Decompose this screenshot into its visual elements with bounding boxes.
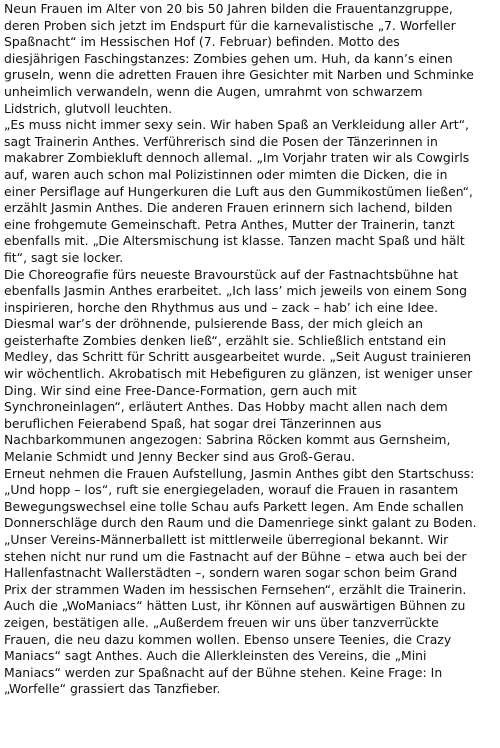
text-line: stehen nicht nur rund um die Fastnacht auf der Bühne – etwa auch bei der xyxy=(4,548,467,564)
text-line: Lidstrich, glutvoll leuchten. xyxy=(4,100,173,116)
paragraph-mens-ballet xyxy=(4,532,496,698)
paragraph-performance xyxy=(4,466,496,532)
text-line: Bewegungswechsel eine tolle Schau aufs Parkett legen. Am Ende schallen xyxy=(4,498,464,514)
text-line: diesjährigen Faschingstanzes: Zombies gehen um. Huh, da kann’s einen xyxy=(4,50,453,66)
text-line: wir wöchentlich. Akrobatisch mit Hebefiguren zu glänzen, ist weniger unser xyxy=(4,366,473,382)
text-line: Diesmal war’s der dröhnende, pulsierende Bass, der mich gleich an xyxy=(4,316,423,332)
text-line: sagt Trainerin Anthes. Verführerisch sind die Posen der Tänzerinnen in xyxy=(4,133,438,149)
text-line: Die Choreografie fürs neueste Bravourstück auf der Fastnachtsbühne hat xyxy=(4,266,459,282)
text-line: Neun Frauen im Alter von 20 bis 50 Jahren bilden die Frauentanzgruppe, xyxy=(4,1,453,16)
text-line: Synchroneinlagen“, erläutert Anthes. Das Hobby macht allen nach dem xyxy=(4,399,448,415)
text-line: fit“, sagt sie locker. xyxy=(4,249,124,265)
text-line: ebenfalls Jasmin Anthes erarbeitet. „Ich lass’ mich jeweils von einem Song xyxy=(4,283,467,299)
text-line: Donnerschläge durch den Raum und die Damenriege sinkt galant zu Boden. xyxy=(4,515,477,531)
text-line: Melanie Schmidt und Jenny Becker sind aus Groß-Gerau. xyxy=(4,449,356,465)
text-line: Frauen, die neu dazu kommen wollen. Ebenso unsere Teenies, die Crazy xyxy=(4,631,452,647)
text-line: „Und hopp – los“, ruft sie energiegeladen, worauf die Frauen in rasantem xyxy=(4,482,459,498)
text-line: gruseln, wenn die adretten Frauen ihre Gesichter mit Narben und Schminke xyxy=(4,67,474,83)
text-line: Nachbarkommunen angezogen: Sabrina Röcken kommt aus Gernsheim, xyxy=(4,432,451,448)
text-line: erzählt Jasmin Anthes. Die anderen Frauen erinnern sich lachend, bilden xyxy=(4,200,453,216)
text-line: Spaßnacht“ im Hessischen Hof (7. Februar) befinden. Motto des xyxy=(4,34,400,50)
text-line: Maniacs“ werden zur Spaßnacht auf der Bühne stehen. Keine Frage: In xyxy=(4,664,443,680)
text-line: Maniacs“ sagt Anthes. Auch die Allerkleinsten des Vereins, die „Mini xyxy=(4,648,427,664)
text-line: Prix der strammen Waden im hessischen Fernsehen“, erzählt die Trainerin. xyxy=(4,581,467,597)
text-line: deren Proben sich jetzt im Endspurt für die karnevalistische „7. Worfeller xyxy=(4,17,456,33)
text-line: zeigen, bestätigen alle. „Außerdem freuen wir uns über tanzverrückte xyxy=(4,614,439,630)
text-line: „Es muss nicht immer sexy sein. Wir haben Spaß an Verkleidung aller Art“, xyxy=(4,117,469,133)
text-line: Ding. Wir sind eine Free-Dance-Formation, gern auch mit xyxy=(4,382,357,398)
text-line: makabrer Zombiekluft dennoch allemal. „Im Vorjahr traten wir als Cowgirls xyxy=(4,150,470,166)
text-line: Medley, das Schritt für Schritt ausgearbeitet wurde. „Seit August trainieren xyxy=(4,349,472,365)
paragraph-intro xyxy=(4,1,496,117)
paragraph-choreography xyxy=(4,267,496,466)
text-line: Erneut nehmen die Frauen Aufstellung, Jasmin Anthes gibt den Startschuss: xyxy=(4,465,475,481)
text-line: einer Persiflage auf Hungerkuren die Luft aus den Gummikostümen ließen“, xyxy=(4,183,473,199)
text-line: auf, waren auch schon mal Polizistinnen oder mimten die Dicken, die in xyxy=(4,166,448,182)
text-line: beruflichen Feierabend Spaß, hat sogar drei Tänzerinnen aus xyxy=(4,415,382,431)
paragraph-trainer-quote xyxy=(4,117,496,266)
text-line: Hallenfastnacht Wallerstädten –, sondern waren sogar schon beim Grand xyxy=(4,565,458,581)
text-line: geisterhafte Zombies denken ließ“, erzählt sie. Schließlich entstand ein xyxy=(4,332,447,348)
text-line: „Worfelle“ grassiert das Tanzfieber. xyxy=(4,681,221,697)
text-line: unheimlich verwandeln, wenn die Augen, umrahmt von schwarzem xyxy=(4,83,423,99)
text-line: ebenfalls mit. „Die Altersmischung ist klasse. Tanzen macht Spaß und hält xyxy=(4,233,465,249)
text-line: inspirieren, horche den Rhythmus aus und – zack – hab’ ich eine Idee. xyxy=(4,299,439,315)
text-line: Auch die „WoManiacs“ hätten Lust, ihr Können auf auswärtigen Bühnen zu xyxy=(4,598,466,614)
text-line: „Unser Vereins-Männerballett ist mittlerweile überregional bekannt. Wir xyxy=(4,532,449,547)
text-line: eine frohgemute Gemeinschaft. Petra Anthes, Mutter der Trainerin, tanzt xyxy=(4,216,455,232)
